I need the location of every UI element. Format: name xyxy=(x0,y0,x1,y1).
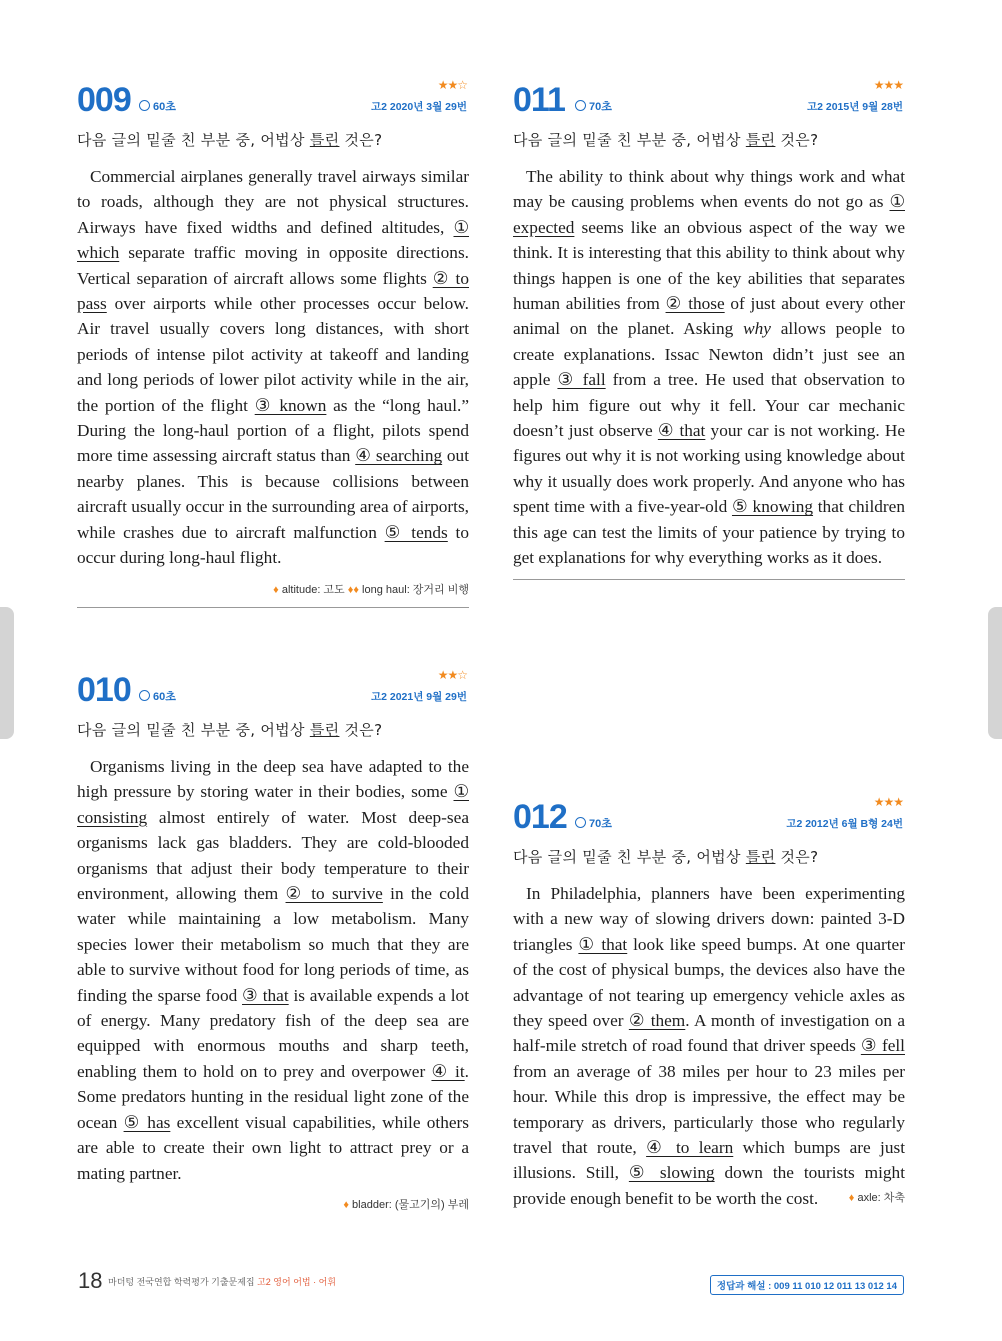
question-header xyxy=(77,78,469,119)
underlined-choice: ③ fell xyxy=(860,1036,905,1056)
underlined-choice: ① which xyxy=(77,217,469,263)
underlined-choice: ④ it xyxy=(431,1061,465,1081)
note-text: axle: 차축 xyxy=(854,1192,905,1205)
question-010 xyxy=(77,670,469,1212)
prompt-text: 다음 글의 밑줄 친 부분 중, 어법상 xyxy=(77,721,310,739)
underlined-choice: ⑤ slowing xyxy=(628,1163,715,1183)
underlined-choice: ⑤ knowing xyxy=(731,497,814,517)
prompt-text: 것은? xyxy=(775,131,819,149)
exam-source: 고2 2015년 9월 28번 xyxy=(806,101,903,113)
underlined-choice: ② to survive xyxy=(285,884,383,904)
question-header xyxy=(513,78,905,119)
underlined-choice: ② them xyxy=(628,1011,686,1031)
underlined-choice: ② to pass xyxy=(77,268,469,314)
clock-icon xyxy=(139,690,150,701)
question-number: 012 xyxy=(513,798,567,836)
vocab-note xyxy=(77,581,469,597)
question-prompt xyxy=(513,129,905,150)
diamond-icon: ♦ xyxy=(848,1192,855,1205)
note-text: altitude: 고도 xyxy=(278,583,348,596)
time-limit xyxy=(139,688,176,704)
prompt-emphasis: 틀린 xyxy=(745,848,776,866)
underlined-choice: ⑤ has xyxy=(123,1112,171,1132)
time-text: 60초 xyxy=(153,101,176,113)
answer-key-reference: 정답과 해설 : 009 11 010 12 011 13 012 14 xyxy=(710,1275,904,1295)
question-number: 009 xyxy=(77,81,131,119)
time-text: 60초 xyxy=(153,691,176,703)
exam-source: 고2 2021년 9월 29번 xyxy=(370,691,467,703)
passage: In Philadelphia, planners have been experimenting with a new way of slowing drivers down: painted 3-D triangles ① that look like speed bumps. At one quarter of the cost of physical bumps, the devices also have the advantage of not tearing up emergency vehicle axles as they speed over ② them. A month of investigation on a half-mile stretch of road found that driver speeds ③ fell from an average of 38 miles per hour to 23 miles per hour. While this drop is impressive, the effect may be temporary as drivers, particularly those who regularly travel that route, ④ to learn which bumps are just illusions. Still, ⑤ slowing down the tourists might provide enough benefit to be worth the cost. xyxy=(513,884,905,1208)
difficulty-stars: ★★★ xyxy=(873,795,903,809)
underlined-choice: ④ that xyxy=(657,421,706,441)
difficulty-stars: ★★★ xyxy=(873,78,903,92)
question-prompt xyxy=(513,846,905,867)
prompt-text: 것은? xyxy=(339,131,383,149)
book-title xyxy=(108,1275,336,1288)
prompt-text: 다음 글의 밑줄 친 부분 중, 어법상 xyxy=(77,131,310,149)
prompt-emphasis: 틀린 xyxy=(745,131,776,149)
prompt-text: 것은? xyxy=(339,721,383,739)
underlined-choice: ① consisting xyxy=(77,782,469,827)
prompt-text: 다음 글의 밑줄 친 부분 중, 어법상 xyxy=(513,848,746,866)
right-page-tab xyxy=(988,607,1002,739)
exam-source: 고2 2020년 3월 29번 xyxy=(370,101,467,113)
underlined-choice: ③ known xyxy=(254,395,327,415)
time-limit xyxy=(575,815,612,831)
book-title-main: 마더텅 전국연합 학력평가 기출문제집 xyxy=(108,1277,258,1287)
divider xyxy=(513,579,905,580)
time-limit xyxy=(139,98,176,114)
prompt-emphasis: 틀린 xyxy=(309,131,340,149)
underlined-choice: ② those xyxy=(665,294,725,314)
question-number: 010 xyxy=(77,671,131,709)
question-prompt xyxy=(77,719,469,740)
underlined-choice: ① that xyxy=(578,934,628,954)
vocab-note xyxy=(77,1196,469,1212)
note-text: long haul: 장거리 비행 xyxy=(358,583,469,596)
underlined-choice: ④ to learn xyxy=(646,1138,734,1158)
question-012 xyxy=(513,795,905,1208)
time-text: 70초 xyxy=(589,818,612,830)
question-header xyxy=(513,795,905,836)
prompt-text: 것은? xyxy=(775,848,819,866)
passage: The ability to think about why things work and what may be causing problems when events do not go as ① expected seems like an obvious aspect of the way we think. It is interesting that this ability to think about why things happen is one of the key abilities that separates human abilities from ② those of just about every other animal on the planet. Asking why allows people to create explanations. Issac Newton didn’t just see an apple ③ fall from a tree. He used that observation to help him figure out why it fell. Your car mechanic doesn’t just observe ④ that your car is not working. He figures out why it is not working using knowledge about why it usually does work properly. And anyone who has spent time with a five-year-old ⑤ knowing that children this age can test the limits of your patience by trying to get explanations for why everything works as it does. xyxy=(513,167,905,568)
prompt-text: 다음 글의 밑줄 친 부분 중, 어법상 xyxy=(513,131,746,149)
page-number: 18 xyxy=(78,1268,103,1293)
diamond-icon: ♦♦ xyxy=(347,583,359,596)
underlined-choice: ③ that xyxy=(242,985,289,1005)
diamond-icon: ♦ xyxy=(343,1198,349,1211)
question-header xyxy=(77,668,469,709)
diamond-icon: ♦ xyxy=(273,583,279,596)
left-page-tab xyxy=(0,607,14,739)
question-009 xyxy=(77,80,469,608)
passage: Organisms living in the deep sea have adapted to the high pressure by storing water in their bodies, some ① consisting almost entirely of water. Most deep-sea organisms lack gas bladders. They are cold-blooded organisms that adjust their body temperature to their environment, allowing them ② to survive in the cold water while maintaining a low metabolism. Many species lower their metabolism so much that they are able to survive without food for long periods of time, as finding the sparse food ③ that is available expends a lot of energy. Many predatory fish of the deep sea are equipped with enormous mouths and sharp teeth, enabling them to hold on to prey and overpower ④ it. Some predators hunting in the residual light zone of the ocean ⑤ has excellent visual capabilities, while others are able to create their own light to attract prey or a mating partner. xyxy=(77,757,469,1183)
underlined-choice: ④ searching xyxy=(355,446,443,466)
clock-icon xyxy=(139,100,150,111)
underlined-choice: ⑤ tends xyxy=(384,522,448,542)
question-prompt xyxy=(77,129,469,150)
passage: Commercial airplanes generally travel airways similar to roads, although they are not physical structures. Airways have fixed widths and defined altitudes, ① which separate traffic moving in opposite directions. Vertical separation of aircraft allows some flights ② to pass over airports while other processes occur below. Air travel usually covers long distances, with short periods of intense pilot activity at takeoff and landing and long periods of lower pilot activity while in the air, the portion of the flight ③ known as the “long haul.” During the long-haul portion of a flight, pilots spend more time assessing aircraft status than ④ searching out nearby planes. This is because collisions between aircraft usually occur in the surrounding area of airports, while crashes due to aircraft malfunction ⑤ tends to occur during long-haul flight. xyxy=(77,167,470,568)
difficulty-stars: ★★☆ xyxy=(437,78,467,92)
italic-word: why xyxy=(743,319,771,339)
clock-icon xyxy=(575,817,586,828)
question-011 xyxy=(513,80,905,580)
underlined-choice: ① expected xyxy=(513,192,905,237)
book-title-subject: 고2 영어 어법 · 어휘 xyxy=(257,1277,336,1287)
clock-icon xyxy=(575,100,586,111)
difficulty-stars: ★★☆ xyxy=(437,668,467,682)
underlined-choice: ③ fall xyxy=(557,370,606,390)
question-number: 011 xyxy=(513,81,565,119)
time-text: 70초 xyxy=(589,101,612,113)
note-text: bladder: (물고기의) 부레 xyxy=(348,1198,469,1211)
exam-source: 고2 2012년 6월 B형 24번 xyxy=(786,818,903,830)
time-limit xyxy=(575,98,612,114)
prompt-emphasis: 틀린 xyxy=(309,721,340,739)
divider xyxy=(77,607,469,608)
